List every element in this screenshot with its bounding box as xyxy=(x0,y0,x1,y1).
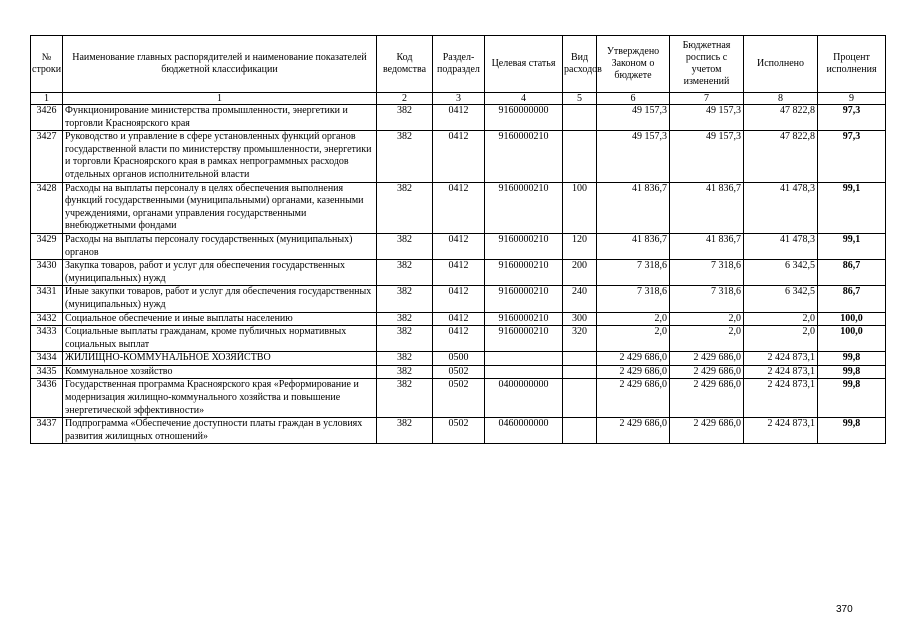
column-number: 9 xyxy=(818,93,886,105)
table-row xyxy=(31,131,886,182)
row-name: Закупка товаров, работ и услуг для обеспечения государственных (муниципальных) нужд xyxy=(63,260,377,286)
row-executed: 2 424 873,1 xyxy=(744,365,818,379)
row-target: 9160000210 xyxy=(485,182,563,233)
row-budget-list: 7 318,6 xyxy=(670,260,744,286)
header-percent: Процент исполнения xyxy=(818,36,886,93)
row-executed: 41 478,3 xyxy=(744,182,818,233)
row-approved: 2,0 xyxy=(597,326,670,352)
row-section: 0412 xyxy=(433,326,485,352)
row-target xyxy=(485,365,563,379)
header-expense-type: Вид расходов xyxy=(563,36,597,93)
row-name: Иные закупки товаров, работ и услуг для обеспечения государственных (муниципальных) нужд xyxy=(63,286,377,312)
column-number: 1 xyxy=(31,93,63,105)
row-approved: 7 318,6 xyxy=(597,260,670,286)
row-approved: 2,0 xyxy=(597,312,670,326)
row-budget-list: 2 429 686,0 xyxy=(670,365,744,379)
row-executed: 47 822,8 xyxy=(744,105,818,131)
row-budget-list: 49 157,3 xyxy=(670,131,744,182)
row-section: 0500 xyxy=(433,352,485,366)
budget-table xyxy=(30,35,886,444)
row-section: 0502 xyxy=(433,379,485,418)
table-row xyxy=(31,379,886,418)
row-target: 9160000000 xyxy=(485,105,563,131)
row-name: Функционирование министерства промышленности, энергетики и торговли Красноярского края xyxy=(63,105,377,131)
row-budget-list: 2,0 xyxy=(670,312,744,326)
row-type xyxy=(563,418,597,444)
table-row xyxy=(31,352,886,366)
row-name: ЖИЛИЩНО-КОММУНАЛЬНОЕ ХОЗЯЙСТВО xyxy=(63,352,377,366)
column-number-row xyxy=(31,93,886,105)
header-target: Целевая статья xyxy=(485,36,563,93)
row-number: 3435 xyxy=(31,365,63,379)
row-name: Коммунальное хозяйство xyxy=(63,365,377,379)
row-percent: 97,3 xyxy=(818,131,886,182)
column-number: 3 xyxy=(433,93,485,105)
row-type: 100 xyxy=(563,182,597,233)
table-row xyxy=(31,182,886,233)
row-budget-list: 41 836,7 xyxy=(670,233,744,259)
row-target: 9160000210 xyxy=(485,233,563,259)
row-budget-list: 2 429 686,0 xyxy=(670,418,744,444)
row-section: 0412 xyxy=(433,233,485,259)
row-type xyxy=(563,105,597,131)
row-section: 0502 xyxy=(433,365,485,379)
header-budget-list: Бюджетная роспись с учетом изменений xyxy=(670,36,744,93)
row-number: 3433 xyxy=(31,326,63,352)
row-type xyxy=(563,131,597,182)
row-percent: 99,8 xyxy=(818,352,886,366)
row-executed: 47 822,8 xyxy=(744,131,818,182)
row-type xyxy=(563,352,597,366)
row-executed: 2,0 xyxy=(744,326,818,352)
row-number: 3430 xyxy=(31,260,63,286)
row-target: 9160000210 xyxy=(485,131,563,182)
table-row xyxy=(31,105,886,131)
row-approved: 41 836,7 xyxy=(597,182,670,233)
table-row xyxy=(31,233,886,259)
row-percent: 99,1 xyxy=(818,182,886,233)
row-percent: 97,3 xyxy=(818,105,886,131)
row-type: 300 xyxy=(563,312,597,326)
row-target: 9160000210 xyxy=(485,286,563,312)
row-percent: 100,0 xyxy=(818,312,886,326)
column-number: 7 xyxy=(670,93,744,105)
row-approved: 49 157,3 xyxy=(597,105,670,131)
row-dept: 382 xyxy=(377,233,433,259)
row-name: Руководство и управление в сфере установленных функций органов государственной власти по министерству промышленности, энергетики и торговли Красноярского края в рамках непрограммных расходов отдельных органов исполнительной власти xyxy=(63,131,377,182)
row-executed: 2 424 873,1 xyxy=(744,379,818,418)
row-executed: 2,0 xyxy=(744,312,818,326)
row-approved: 41 836,7 xyxy=(597,233,670,259)
header-name: Наименование главных распорядителей и наименование показателей бюджетной классификации xyxy=(63,36,377,93)
row-number: 3426 xyxy=(31,105,63,131)
row-number: 3432 xyxy=(31,312,63,326)
row-target: 9160000210 xyxy=(485,312,563,326)
table-row xyxy=(31,312,886,326)
row-approved: 49 157,3 xyxy=(597,131,670,182)
row-target: 0460000000 xyxy=(485,418,563,444)
row-type: 120 xyxy=(563,233,597,259)
header-approved: Утверждено Законом о бюджете xyxy=(597,36,670,93)
row-percent: 86,7 xyxy=(818,286,886,312)
row-section: 0412 xyxy=(433,286,485,312)
row-dept: 382 xyxy=(377,260,433,286)
row-dept: 382 xyxy=(377,365,433,379)
table-row xyxy=(31,365,886,379)
row-type xyxy=(563,379,597,418)
row-section: 0412 xyxy=(433,312,485,326)
row-number: 3436 xyxy=(31,379,63,418)
row-budget-list: 49 157,3 xyxy=(670,105,744,131)
column-number: 1 xyxy=(63,93,377,105)
header-section: Раздел-подраздел xyxy=(433,36,485,93)
row-type: 200 xyxy=(563,260,597,286)
row-budget-list: 2 429 686,0 xyxy=(670,379,744,418)
row-executed: 6 342,5 xyxy=(744,260,818,286)
row-target: 9160000210 xyxy=(485,326,563,352)
row-approved: 7 318,6 xyxy=(597,286,670,312)
row-percent: 86,7 xyxy=(818,260,886,286)
row-number: 3428 xyxy=(31,182,63,233)
header-row xyxy=(31,36,886,93)
header-dept-code: Код ведомства xyxy=(377,36,433,93)
column-number: 6 xyxy=(597,93,670,105)
row-dept: 382 xyxy=(377,312,433,326)
row-budget-list: 41 836,7 xyxy=(670,182,744,233)
row-percent: 99,8 xyxy=(818,418,886,444)
row-section: 0412 xyxy=(433,182,485,233)
row-approved: 2 429 686,0 xyxy=(597,352,670,366)
row-budget-list: 7 318,6 xyxy=(670,286,744,312)
row-name: Расходы на выплаты персоналу в целях обеспечения выполнения функций государственными (муниципальными) органами, казенными учреждениями, органами управления государственными внебюджетными фондами xyxy=(63,182,377,233)
row-percent: 99,8 xyxy=(818,379,886,418)
row-section: 0412 xyxy=(433,131,485,182)
header-row-no: № строки xyxy=(31,36,63,93)
table-row xyxy=(31,260,886,286)
row-approved: 2 429 686,0 xyxy=(597,379,670,418)
row-name: Социальное обеспечение и иные выплаты населению xyxy=(63,312,377,326)
row-type xyxy=(563,365,597,379)
row-approved: 2 429 686,0 xyxy=(597,418,670,444)
table-row xyxy=(31,286,886,312)
row-percent: 99,1 xyxy=(818,233,886,259)
column-number: 4 xyxy=(485,93,563,105)
row-executed: 41 478,3 xyxy=(744,233,818,259)
row-number: 3429 xyxy=(31,233,63,259)
row-dept: 382 xyxy=(377,182,433,233)
row-number: 3427 xyxy=(31,131,63,182)
table-row xyxy=(31,418,886,444)
row-executed: 2 424 873,1 xyxy=(744,352,818,366)
row-number: 3434 xyxy=(31,352,63,366)
row-dept: 382 xyxy=(377,326,433,352)
column-number: 2 xyxy=(377,93,433,105)
page-number: 370 xyxy=(836,604,853,615)
row-target: 9160000210 xyxy=(485,260,563,286)
row-name: Государственная программа Красноярского края «Реформирование и модернизация жилищно-коммунального хозяйства и повышение энергетической эффективности» xyxy=(63,379,377,418)
row-dept: 382 xyxy=(377,418,433,444)
header-executed: Исполнено xyxy=(744,36,818,93)
row-dept: 382 xyxy=(377,286,433,312)
row-name: Расходы на выплаты персоналу государственных (муниципальных) органов xyxy=(63,233,377,259)
row-target: 0400000000 xyxy=(485,379,563,418)
row-executed: 6 342,5 xyxy=(744,286,818,312)
row-dept: 382 xyxy=(377,131,433,182)
row-budget-list: 2,0 xyxy=(670,326,744,352)
row-executed: 2 424 873,1 xyxy=(744,418,818,444)
row-target xyxy=(485,352,563,366)
table-row xyxy=(31,326,886,352)
column-number: 8 xyxy=(744,93,818,105)
row-section: 0412 xyxy=(433,260,485,286)
row-budget-list: 2 429 686,0 xyxy=(670,352,744,366)
row-type: 240 xyxy=(563,286,597,312)
row-dept: 382 xyxy=(377,379,433,418)
row-section: 0412 xyxy=(433,105,485,131)
row-section: 0502 xyxy=(433,418,485,444)
row-name: Подпрограмма «Обеспечение доступности платы граждан в условиях развития жилищных отношений» xyxy=(63,418,377,444)
row-dept: 382 xyxy=(377,105,433,131)
row-number: 3431 xyxy=(31,286,63,312)
row-type: 320 xyxy=(563,326,597,352)
row-dept: 382 xyxy=(377,352,433,366)
row-name: Социальные выплаты гражданам, кроме публичных нормативных социальных выплат xyxy=(63,326,377,352)
row-percent: 100,0 xyxy=(818,326,886,352)
row-percent: 99,8 xyxy=(818,365,886,379)
row-number: 3437 xyxy=(31,418,63,444)
column-number: 5 xyxy=(563,93,597,105)
row-approved: 2 429 686,0 xyxy=(597,365,670,379)
